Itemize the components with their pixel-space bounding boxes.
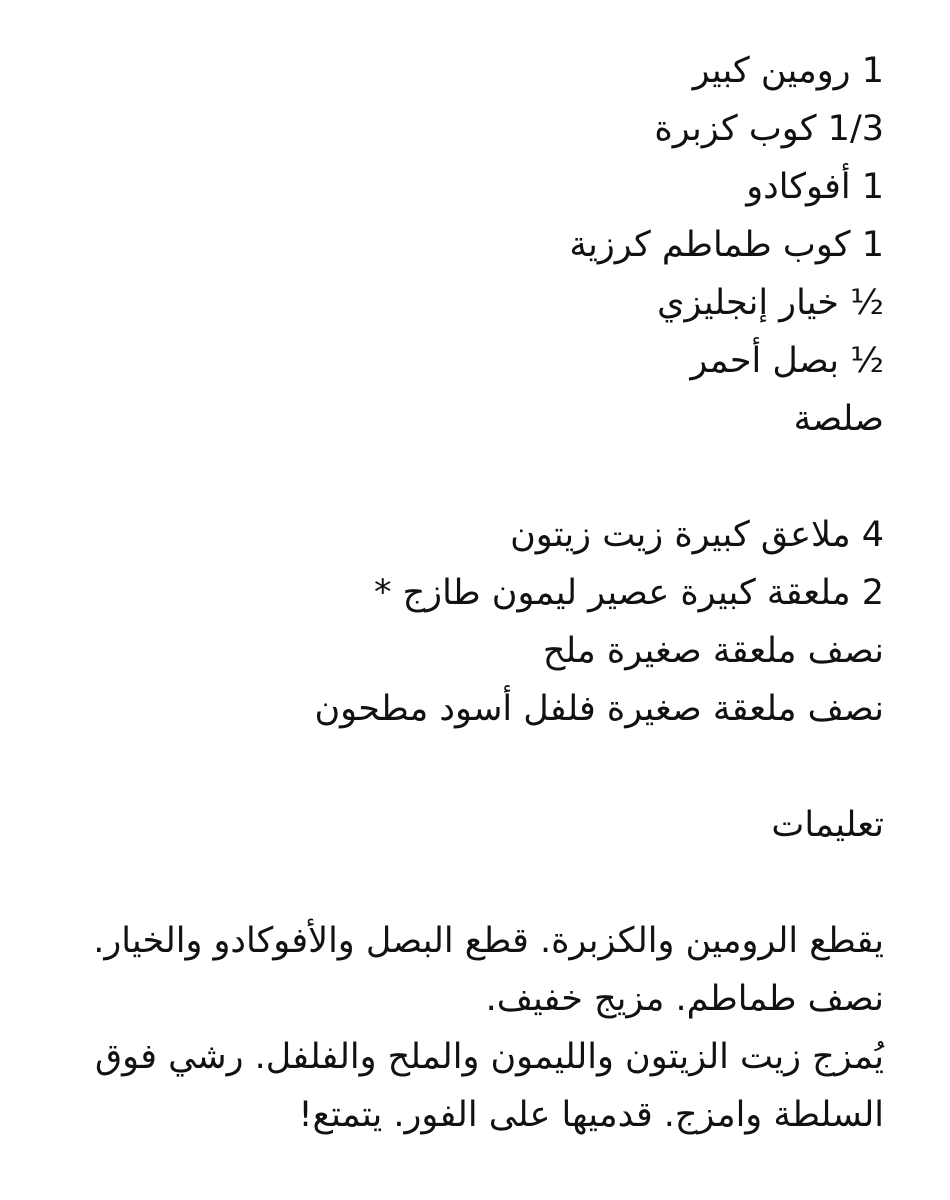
- instruction-line: نصف طماطم. مزيج خفيف.: [485, 979, 884, 1019]
- ingredient-line: 1 كوب طماطم كرزية: [569, 225, 884, 265]
- ingredient-line: 2 ملعقة كبيرة عصير ليمون طازج *: [373, 573, 884, 613]
- instructions-body: [24, 912, 884, 1144]
- ingredient-line: ½ بصل أحمر: [690, 341, 884, 381]
- ingredient-line: نصف ملعقة صغيرة ملح: [542, 631, 884, 671]
- instruction-line: يقطع الرومين والكزبرة. قطع البصل والأفوكادو والخيار.: [93, 921, 884, 961]
- instructions-heading: تعليمات: [771, 805, 884, 845]
- ingredient-line: 1 رومين كبير: [692, 51, 884, 91]
- spacer: [24, 448, 884, 506]
- ingredient-line: 1/3 كوب كزبرة: [654, 109, 884, 149]
- spacer: [24, 854, 884, 912]
- dressing-ingredients-list: [24, 506, 884, 738]
- ingredient-line: ½ خيار إنجليزي: [657, 283, 884, 323]
- instruction-line: السلطة وامزج. قدميها على الفور. يتمتع!: [298, 1095, 884, 1135]
- spacer: [24, 738, 884, 796]
- ingredient-line: نصف ملعقة صغيرة فلفل أسود مطحون: [314, 689, 884, 729]
- salad-ingredients-list: [24, 42, 884, 448]
- dressing-label: صلصة: [793, 399, 884, 439]
- recipe-text: [24, 42, 884, 1144]
- instruction-line: يُمزج زيت الزيتون والليمون والملح والفلفل. رشي فوق: [94, 1037, 884, 1077]
- ingredient-line: 1 أفوكادو: [746, 167, 884, 207]
- ingredient-line: 4 ملاعق كبيرة زيت زيتون: [510, 515, 884, 555]
